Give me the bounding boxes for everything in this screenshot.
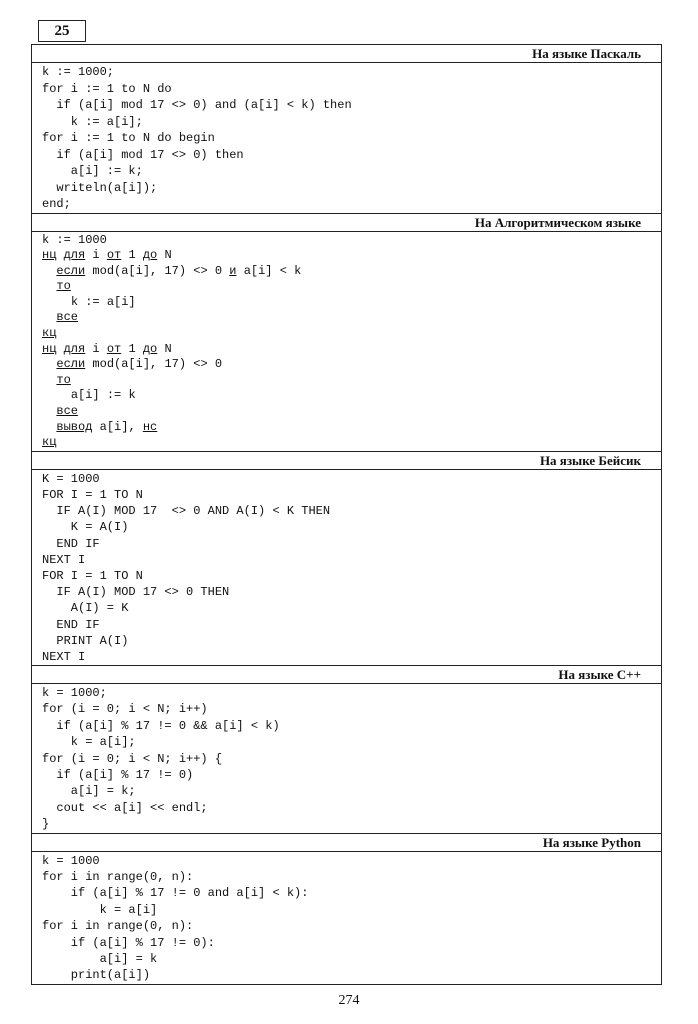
code-line: K = 1000 [42, 471, 100, 486]
code-line: все [56, 404, 79, 419]
code-line: нц для i от 1 до N [42, 248, 172, 263]
code-line: если mod(a[i], 17) <> 0 [56, 357, 223, 372]
section-title: На языке Бейсик [32, 451, 661, 470]
code-line: все [56, 310, 79, 325]
code-table [31, 44, 662, 985]
code-line: NEXT I [42, 552, 86, 567]
code-block [32, 852, 661, 984]
code-line: k := 1000; [42, 65, 115, 79]
code-line: k := 1000 [42, 232, 107, 247]
code-line: for (i = 0; i < N; i++) { [42, 751, 223, 766]
section-basic [32, 451, 661, 665]
code-line: k := a[i] [70, 294, 136, 309]
code-block [32, 684, 661, 833]
code-line: если mod(a[i], 17) <> 0 и a[i] < k [56, 263, 302, 278]
code-line: if (a[i] % 17 != 0) [42, 768, 194, 783]
code-line: то [56, 372, 71, 387]
code-line: END IF [42, 536, 100, 551]
code-line: k = 1000 [42, 853, 100, 868]
code-line: нц для i от 1 до N [42, 341, 172, 356]
code-line: } [42, 817, 50, 832]
code-block [32, 232, 661, 451]
section-title: На языке Паскаль [32, 45, 661, 63]
code-line: if (a[i] % 17 != 0 && a[i] < k) [42, 718, 280, 733]
code-line: for i in range(0, n): [42, 869, 194, 884]
code-line: IF A(I) MOD 17 <> 0 THEN [42, 585, 230, 600]
code-line: кц [42, 326, 57, 341]
section-python [32, 833, 661, 984]
code-line: a[i] := k [70, 388, 136, 403]
code-line: print(a[i]) [42, 968, 151, 983]
code-line: end; [42, 197, 71, 211]
code-line: if (a[i] % 17 != 0): [42, 935, 215, 950]
code-line: writeln(a[i]); [42, 180, 158, 195]
code-line: A(I) = K [42, 601, 129, 616]
code-line: END IF [42, 617, 100, 632]
section-title: На языке С++ [32, 665, 661, 684]
task-number: 25 [38, 20, 86, 42]
code-line: FOR I = 1 TO N [42, 488, 143, 502]
code-line: FOR I = 1 TO N [42, 568, 143, 583]
code-line: PRINT A(I) [42, 633, 129, 648]
code-line: k = a[i] [42, 902, 158, 917]
code-line: for i := 1 to N do [42, 81, 172, 96]
code-line: IF A(I) MOD 17 <> 0 AND A(I) < K THEN [42, 504, 331, 519]
code-line: cout << a[i] << endl; [42, 800, 208, 815]
code-line: то [56, 279, 71, 294]
code-line: a[i] = k; [42, 784, 136, 799]
code-line: if (a[i] mod 17 <> 0) then [42, 147, 244, 162]
code-line: a[i] = k [42, 951, 158, 966]
code-line: k := a[i]; [42, 114, 143, 129]
code-line: кц [42, 435, 57, 450]
section-algorithmic [32, 213, 661, 451]
section-title: На языке Python [32, 833, 661, 852]
page-number: 274 [338, 993, 360, 1008]
code-line: k = a[i]; [42, 735, 136, 750]
code-line: a[i] := k; [42, 164, 143, 178]
code-line: K = A(I) [42, 520, 129, 535]
code-line: вывод a[i], нс [56, 419, 158, 434]
section-cpp [32, 665, 661, 833]
code-line: for (i = 0; i < N; i++) [42, 702, 208, 717]
code-line: if (a[i] % 17 != 0 and a[i] < k): [42, 886, 309, 901]
section-pascal [32, 45, 661, 213]
code-block [32, 470, 661, 665]
code-line: for i := 1 to N do begin [42, 131, 215, 145]
section-title: На Алгоритмическом языке [32, 213, 661, 232]
code-line: k = 1000; [42, 686, 107, 701]
code-line: if (a[i] mod 17 <> 0) and (a[i] < k) then [42, 98, 352, 112]
code-line: for i in range(0, n): [42, 919, 194, 934]
code-block [32, 63, 661, 213]
code-line: NEXT I [42, 649, 86, 664]
